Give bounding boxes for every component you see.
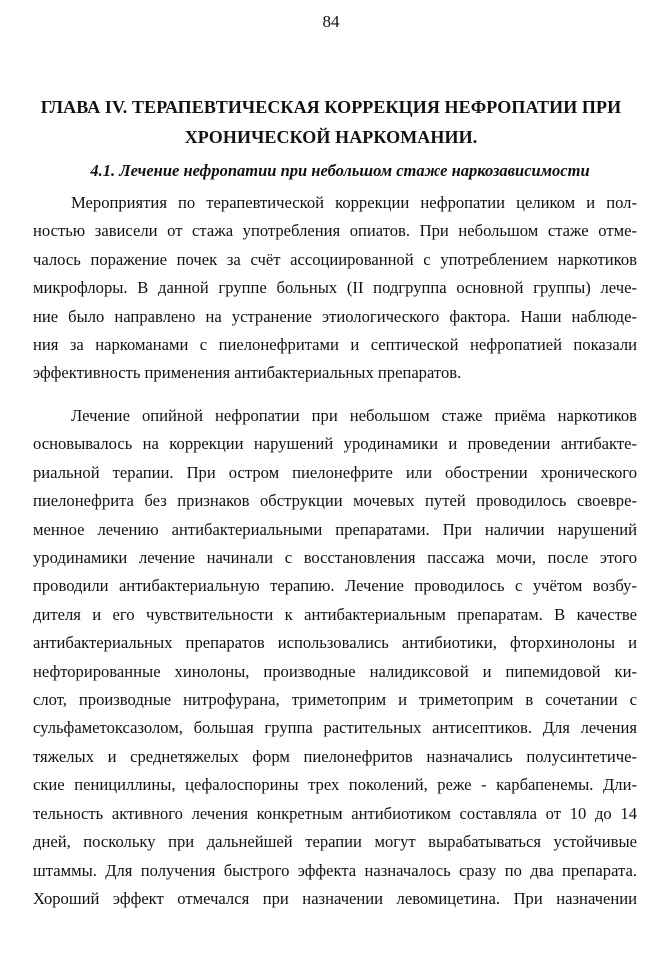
paragraph-line: ские пенициллины, цефалоспорины трех поколений, реже - карбапенемы. Дли- [33,775,637,795]
section-title: 4.1. Лечение нефропатии при небольшом стаже наркозависимости [90,161,590,180]
paragraph-line: микрофлоры. В данной группе больных (II подгруппа основной группы) лече- [33,278,637,298]
paragraph-line: дителя и его чувствительности к антибактериальным препаратам. В качестве [33,604,637,624]
paragraph-line: ностью зависели от стажа употребления опиатов. При небольшом стаже отме- [33,221,637,241]
paragraph-line: проводили антибактериальную терапию. Лечение проводилось с учётом возбу- [33,576,637,596]
paragraph-line: уродинамики лечение начинали с восстановления пассажа мочи, после этого [33,548,637,568]
paragraph-line: штаммы. Для получения быстрого эффекта назначалось сразу по два препарата. [33,860,637,880]
paragraph-line: менное лечению антибактериальными препаратами. При наличии нарушений [33,519,637,539]
paragraph-line: риальной терапии. При остром пиелонефрите или обострении хронического [33,462,637,482]
paragraph-line: Лечение опийной нефропатии при небольшом стаже приёма наркотиков [71,406,637,425]
paragraph-line: ния за наркоманами с пиелонефритами и септической нефропатией показали [33,335,637,355]
paragraph-line: чалось поражение почек за счёт ассоциированной с употреблением наркотиков [33,249,637,269]
paragraph-line: Мероприятия по терапевтической коррекции нефропатии целиком и пол- [71,193,637,212]
paragraph-line: нефторированные хинолоны, производные налидиксовой и пипемидовой ки- [33,661,637,681]
paragraph-line: основывалось на коррекции нарушений уродинамики и проведении антибакте- [33,434,637,454]
paragraph-2 [33,402,637,913]
paragraph-line: эффективность применения антибактериальных препаратов. [33,363,462,383]
paragraph-line: дней, поскольку при дальнейшей терапии могут вырабатываться устойчивые [33,832,637,852]
paragraph-line: ние было направлено на устранение этиологического фактора. Наши наблюде- [33,306,637,326]
chapter-title-line-2: ХРОНИЧЕСКОЙ НАРКОМАНИИ. [184,127,478,147]
paragraph-line: пиелонефрита без признаков обструкции мочевых путей проводилось своевре- [33,491,637,511]
paragraph-line: Хороший эффект отмечался при назначении левомицетина. При назначении [33,888,637,908]
paragraph-line: тельность активного лечения конкретным антибиотиком составляла от 10 до 14 [33,803,637,823]
page-number: 84 [322,12,340,31]
paragraph-1 [33,189,637,388]
paragraph-line: тяжелых и среднетяжелых форм пиелонефритов назначались полусинтетиче- [33,746,637,766]
chapter-title-line-1: ГЛАВА IV. ТЕРАПЕВТИЧЕСКАЯ КОРРЕКЦИЯ НЕФРОПАТИИ ПРИ [40,97,622,117]
paragraph-line: слот, производные нитрофурана, триметоприм и триметоприм в сочетании с [33,690,637,710]
chapter-title [40,92,622,152]
paragraph-line: сульфаметоксазолом, большая группа растительных антисептиков. Для лечения [33,718,637,738]
paragraph-line: антибактериальных препаратов использовались антибиотики, фторхинолоны и [33,633,637,653]
